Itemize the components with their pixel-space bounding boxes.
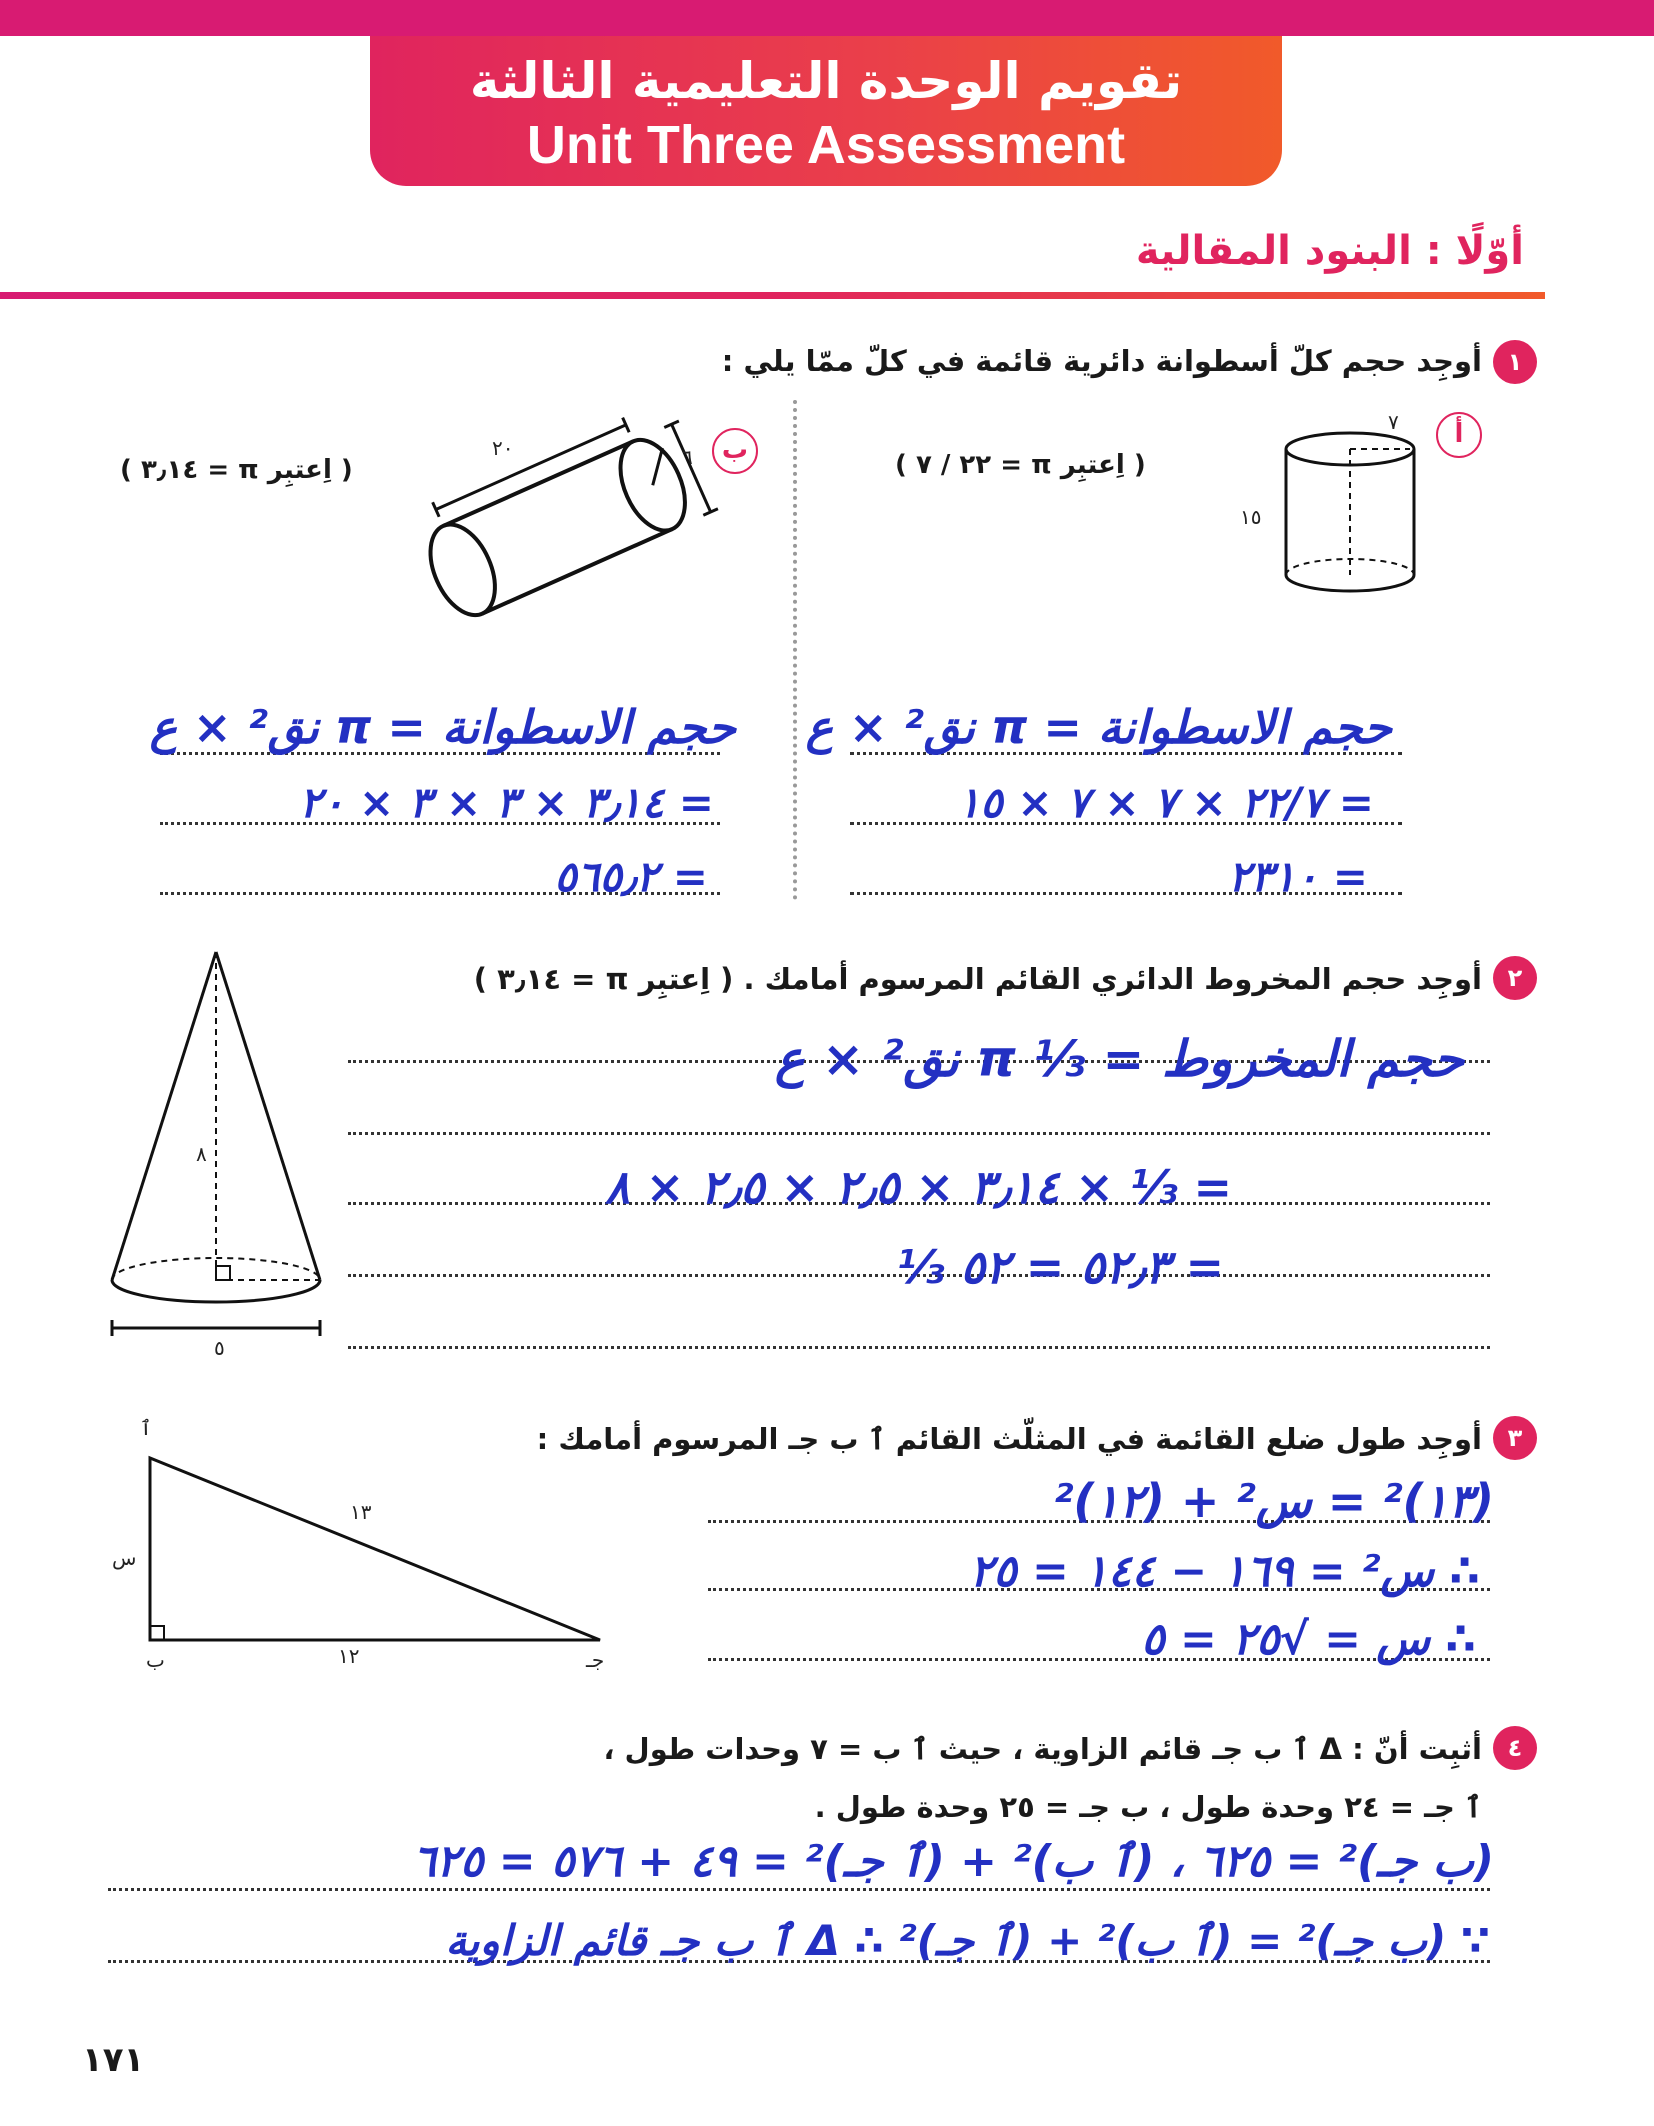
q3-answer-1: (١٣)² = س² + (١٢)²: [1053, 1474, 1494, 1528]
q3-answer-2: ∴ س² = ١٦٩ − ١٤٤ = ٢٥: [969, 1546, 1480, 1597]
q2-answer-2: = ⅓ × ٣٫١٤ × ٢٫٥ × ٢٫٥ × ٨: [605, 1160, 1232, 1214]
answer-line: [348, 1132, 1490, 1135]
cone-height-label: ٨: [196, 1142, 207, 1166]
question-2-text: أوجِد حجم المخروط الدائري القائم المرسوم أمامك . ( اِعتبِر π = ٣٫١٤ ): [473, 962, 1482, 996]
question-2-number: ٢: [1493, 956, 1537, 1000]
hypotenuse-label: ١٣: [350, 1500, 372, 1524]
part-a-label: أ: [1436, 412, 1482, 458]
part-a-radius-label: ٧: [1388, 410, 1399, 434]
base-label: ١٢: [338, 1644, 360, 1668]
vertex-b-label: ب: [146, 1648, 165, 1672]
answer-line: [108, 1888, 1490, 1891]
page-number: ١٧١: [82, 2040, 145, 2080]
cylinder-b-diagram: [400, 420, 700, 620]
header-title-ar: تقويم الوحدة التعليمية الثالثة: [469, 52, 1183, 110]
part-b-label: ب: [712, 428, 758, 474]
triangle-diagram: [140, 1440, 620, 1670]
question-4-number: ٤: [1493, 1726, 1537, 1770]
question-1-text: أوجِد حجم كلّ أسطوانة دائرية قائمة في كلّ ممّا يلي :: [721, 344, 1482, 378]
q2-answer-1: حجم المخروط = ⅓ π نق² × ع: [774, 1030, 1464, 1088]
top-color-bar: [0, 0, 1654, 36]
part-b-note: ( اِعتبِر π = ٣٫١٤ ): [120, 455, 353, 485]
header-title-en: Unit Three Assessment: [526, 115, 1126, 175]
q2-answer-3: = ٥٢٫٣ = ٥٢ ⅓: [896, 1240, 1224, 1294]
part-a-answer-2: = ٢٢/٧ × ٧ × ٧ × ١٥: [957, 778, 1374, 827]
cone-base-label: ٥: [214, 1336, 225, 1360]
part-b-answer-3: = ٥٦٥٫٢: [554, 852, 708, 901]
part-a-height-label: ١٥: [1240, 505, 1262, 529]
question-4-line-2: ٱ جـ = ٢٤ وحدة طول ، ب جـ = ٢٥ وحدة طول .: [814, 1790, 1482, 1824]
section-title: أوّلًا : البنود المقالية: [1135, 228, 1524, 274]
question-4-line-1: أثبِت أنّ : Δ ٱ ب جـ قائم الزاوية ، حيث ٱ ب = ٧ وحدات طول ،: [603, 1732, 1482, 1766]
header-banner: [370, 36, 1282, 186]
cone-diagram: [100, 940, 340, 1340]
part-a-note: ( اِعتبِر π = ٢٢ / ٧ ): [895, 450, 1146, 480]
part-a-answer-3: = ٢٣١٠: [1227, 852, 1368, 901]
question-3-number: ٣: [1493, 1416, 1537, 1460]
section-divider: [0, 292, 1545, 299]
part-b-diameter-label: ٦: [682, 445, 693, 469]
part-b-answer-2: = ٣٫١٤ × ٣ × ٣ × ٢٠: [299, 778, 714, 827]
vertex-c-label: جـ: [586, 1648, 605, 1672]
q3-answer-3: ∴ س = √٢٥ = ٥: [1141, 1614, 1476, 1665]
cylinder-a-diagram: [1270, 425, 1450, 605]
part-b-length-label: ٢٠: [492, 436, 514, 460]
column-divider: [793, 400, 797, 900]
question-3-text: أوجِد طول ضلع القائمة في المثلّث القائم ٱ ب جـ المرسوم أمامك :: [536, 1422, 1482, 1456]
side-x-label: س: [112, 1546, 137, 1570]
vertex-a-label: ٱ: [140, 1416, 152, 1440]
question-1-number: ١: [1493, 340, 1537, 384]
q4-answer-2: ∵ (ب جـ)² = (ٱ ب)² + (ٱ جـ)² ∴ Δ ٱ ب جـ قائم الزاوية: [445, 1916, 1490, 1965]
answer-line: [348, 1346, 1490, 1349]
part-a-answer-1: حجم الاسطوانة = π نق² × ع: [805, 700, 1392, 754]
part-b-answer-1: حجم الاسطوانة = π نق² × ع: [149, 700, 736, 754]
q4-answer-1: (ب جـ)² = ٦٢٥ ، (ٱ ب)² + (ٱ جـ)² = ٤٩ + ٥٧٦ = ٦٢٥: [412, 1836, 1494, 1887]
